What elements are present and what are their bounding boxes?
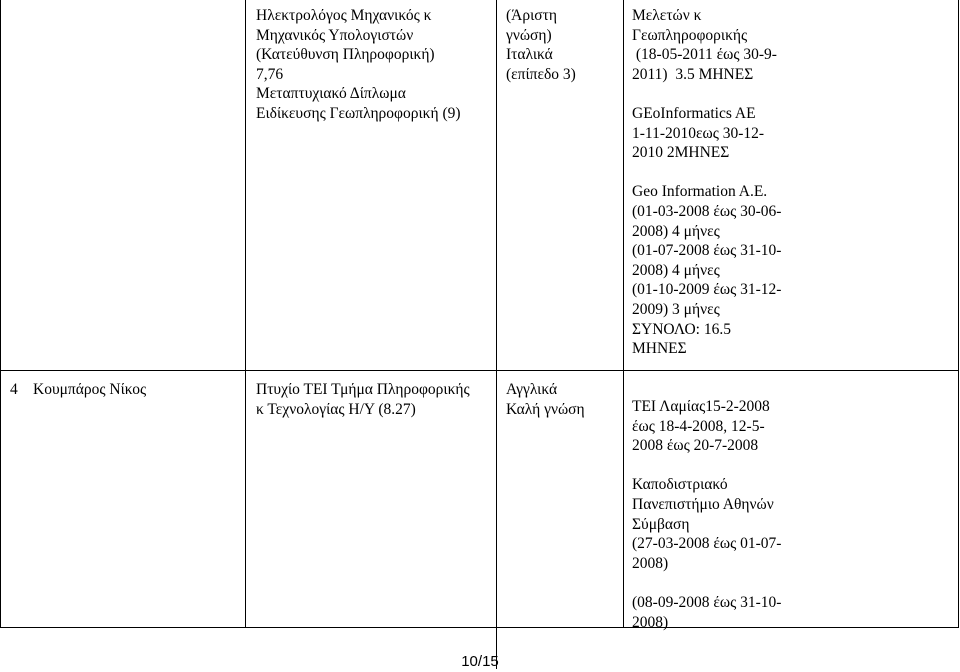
experience-line: ΤΕΙ Λαμίας15-2-2008 [632, 398, 770, 415]
experience-line: GEoInformatics AE [632, 104, 756, 122]
row2-degree-cell [256, 380, 492, 419]
experience-line: Σύμβαση [632, 515, 690, 533]
experience-line: 2008) [632, 613, 669, 631]
experience-line: 2008 έως 20-7-2008 [632, 437, 759, 455]
experience-line: (27-03-2008 έως 01-07- [632, 535, 782, 553]
degree-line: 7,76 [256, 65, 284, 83]
row-number: 4 [10, 381, 18, 398]
row2-experience-cell [632, 397, 954, 632]
row2-number-cell [10, 380, 18, 400]
experience-line: έως 18-4-2008, 12-5- [632, 417, 765, 435]
experience-line: Καποδιστριακό [632, 476, 728, 494]
experience-line: (08-09-2008 έως 31-10- [632, 593, 782, 611]
column-divider-3 [623, 0, 624, 628]
degree-line: Μεταπτυχιακό Δίπλωμα [256, 85, 406, 103]
experience-line: ΜΗΝΕΣ [632, 340, 687, 358]
degree-line: Ηλεκτρολόγος Μηχανικός κ [256, 7, 432, 24]
table-border-right [958, 0, 959, 628]
experience-line: Μελετών κ [632, 7, 702, 24]
row2-name-cell [33, 380, 238, 400]
language-line: γνώση) [506, 26, 552, 44]
experience-line: ΣΥΝΟΛΟ: 16.5 [632, 320, 731, 338]
experience-line: 2010 2ΜΗΝΕΣ [632, 144, 730, 162]
experience-line: 2008) 4 μήνες [632, 261, 720, 279]
experience-line: (01-07-2008 έως 31-10- [632, 242, 782, 260]
experience-line: (01-03-2008 έως 30-06- [632, 202, 782, 220]
experience-line: 2009) 3 μήνες [632, 300, 720, 318]
experience-line: Πανεπιστήμιο Αθηνών [632, 495, 774, 513]
row1-degree-cell [256, 6, 492, 124]
language-line: Ιταλικά [506, 46, 553, 64]
experience-line: 2008) 4 μήνες [632, 222, 720, 240]
experience-line: Geo Information A.E. [632, 183, 768, 201]
column-divider-1 [245, 0, 246, 628]
row1-languages-cell [506, 6, 620, 84]
language-line: Αγγλικά [506, 381, 558, 398]
degree-line: Πτυχίο ΤΕΙ Τμήμα Πληροφορικής [256, 381, 470, 398]
language-line: (επίπεδο 3) [506, 65, 576, 83]
table-border-left [0, 0, 1, 628]
degree-line: κ Τεχνολογίας Η/Υ (8.27) [256, 400, 416, 418]
row2-languages-cell [506, 380, 620, 419]
degree-line: Μηχανικός Υπολογιστών [256, 26, 414, 44]
experience-line: 2011) 3.5 ΜΗΝΕΣ [632, 65, 754, 83]
language-line: Καλή γνώση [506, 400, 585, 418]
experience-line: Γεωπληροφορικής [632, 26, 748, 44]
experience-line: 2008) [632, 554, 669, 572]
degree-line: Ειδίκευσης Γεωπληροφορική (9) [256, 104, 461, 122]
degree-line: (Κατεύθυνση Πληροφορική) [256, 46, 435, 64]
candidate-name: Κουμπάρος Νίκος [33, 381, 147, 398]
experience-line: (18-05-2011 έως 30-9- [632, 46, 777, 64]
experience-line: 1-11-2010εως 30-12- [632, 124, 765, 142]
page-number: 10/15 [461, 653, 499, 670]
experience-line: (01-10-2009 έως 31-12- [632, 281, 782, 299]
language-line: (Άριστη [506, 7, 557, 24]
column-divider-2 [496, 0, 497, 669]
row1-experience-cell [632, 6, 954, 359]
row-divider [0, 370, 959, 371]
